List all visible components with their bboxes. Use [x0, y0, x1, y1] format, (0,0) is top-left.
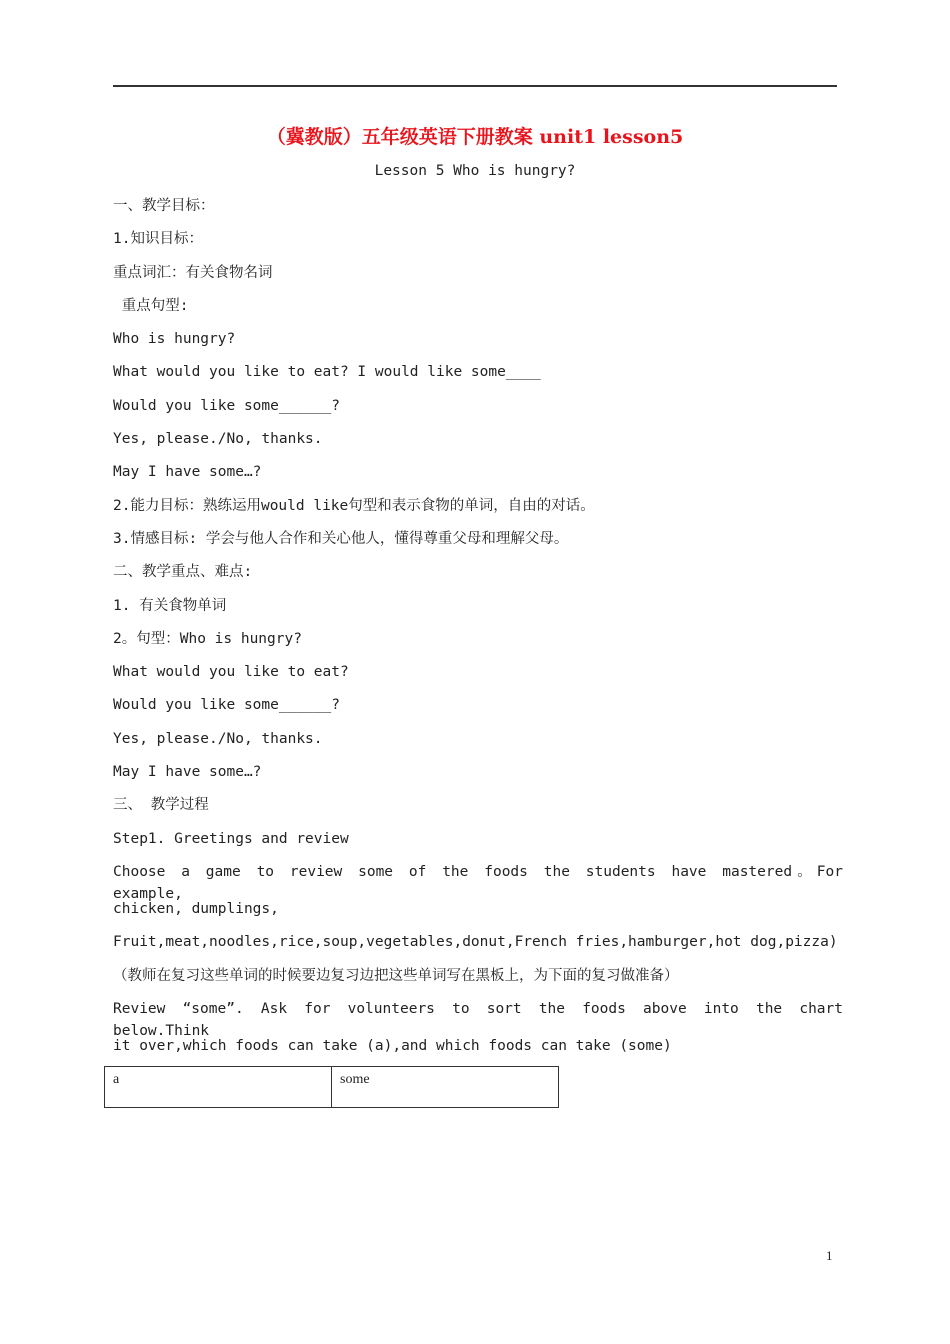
step-heading: Step1. Greetings and review	[113, 830, 349, 847]
teacher-note: （教师在复习这些单词的时候要边复习边把这些单词写在黑板上，为下面的复习做准备）	[113, 967, 679, 984]
key-point-line: 1. 有关食物单词	[113, 597, 227, 614]
sentence-line: Yes, please./No, thanks.	[113, 431, 323, 448]
sentence-line: What would you like to eat? I would like some____	[113, 364, 541, 381]
ability-objective: 2.能力目标：熟练运用would like句型和表示食物的单词，自由的对话。	[113, 497, 595, 514]
sentence-line: May I have some…?	[113, 464, 262, 481]
chart-cell-some: some	[332, 1067, 559, 1108]
sorting-chart	[104, 1066, 559, 1108]
paragraph-line: Review “some”. Ask for volunteers to sort the foods above into the chart below.Think	[113, 1000, 843, 1039]
sentence-line: Would you like some______?	[113, 697, 340, 714]
section-heading-process: 三、 教学过程	[113, 797, 209, 814]
key-point-line: 2。句型：Who is hungry?	[113, 630, 302, 647]
sentence-line: Who is hungry?	[113, 331, 236, 348]
table-row	[105, 1067, 559, 1108]
emotional-objective: 3.情感目标: 学会与他人合作和关心他人，懂得尊重父母和理解父母。	[113, 530, 569, 547]
section-heading-key-points: 二、教学重点、难点:	[113, 564, 253, 581]
lesson-subtitle: Lesson 5 Who is hungry?	[374, 163, 576, 179]
sentence-line: May I have some…?	[113, 764, 262, 781]
paragraph-line: it over,which foods can take (a),and which foods can take (some)	[113, 1037, 672, 1054]
key-sentences-label: 重点句型:	[113, 297, 189, 314]
sentence-line: Would you like some______?	[113, 397, 340, 414]
sentence-line: Yes, please./No, thanks.	[113, 730, 323, 747]
document-title: （冀教版）五年级英语下册教案 unit1 lesson5	[266, 126, 684, 148]
paragraph-line: chicken, dumplings,	[113, 900, 279, 917]
chart-cell-a: a	[105, 1067, 332, 1108]
key-vocabulary: 重点词汇：有关食物名词	[113, 264, 273, 281]
knowledge-objective: 1.知识目标：	[113, 231, 203, 248]
lesson-plan-body	[113, 195, 843, 1068]
sentence-line: What would you like to eat?	[113, 664, 349, 681]
paragraph-line: Fruit,meat,noodles,rice,soup,vegetables,donut,French fries,hamburger,hot dog,pizza)	[113, 934, 838, 951]
paragraph-line: Choose a game to review some of the foods the students have mastered。For example,	[113, 863, 843, 902]
page-number: 1	[826, 1248, 833, 1263]
header-rule	[113, 85, 837, 87]
section-heading-objectives: 一、教学目标：	[113, 198, 215, 214]
